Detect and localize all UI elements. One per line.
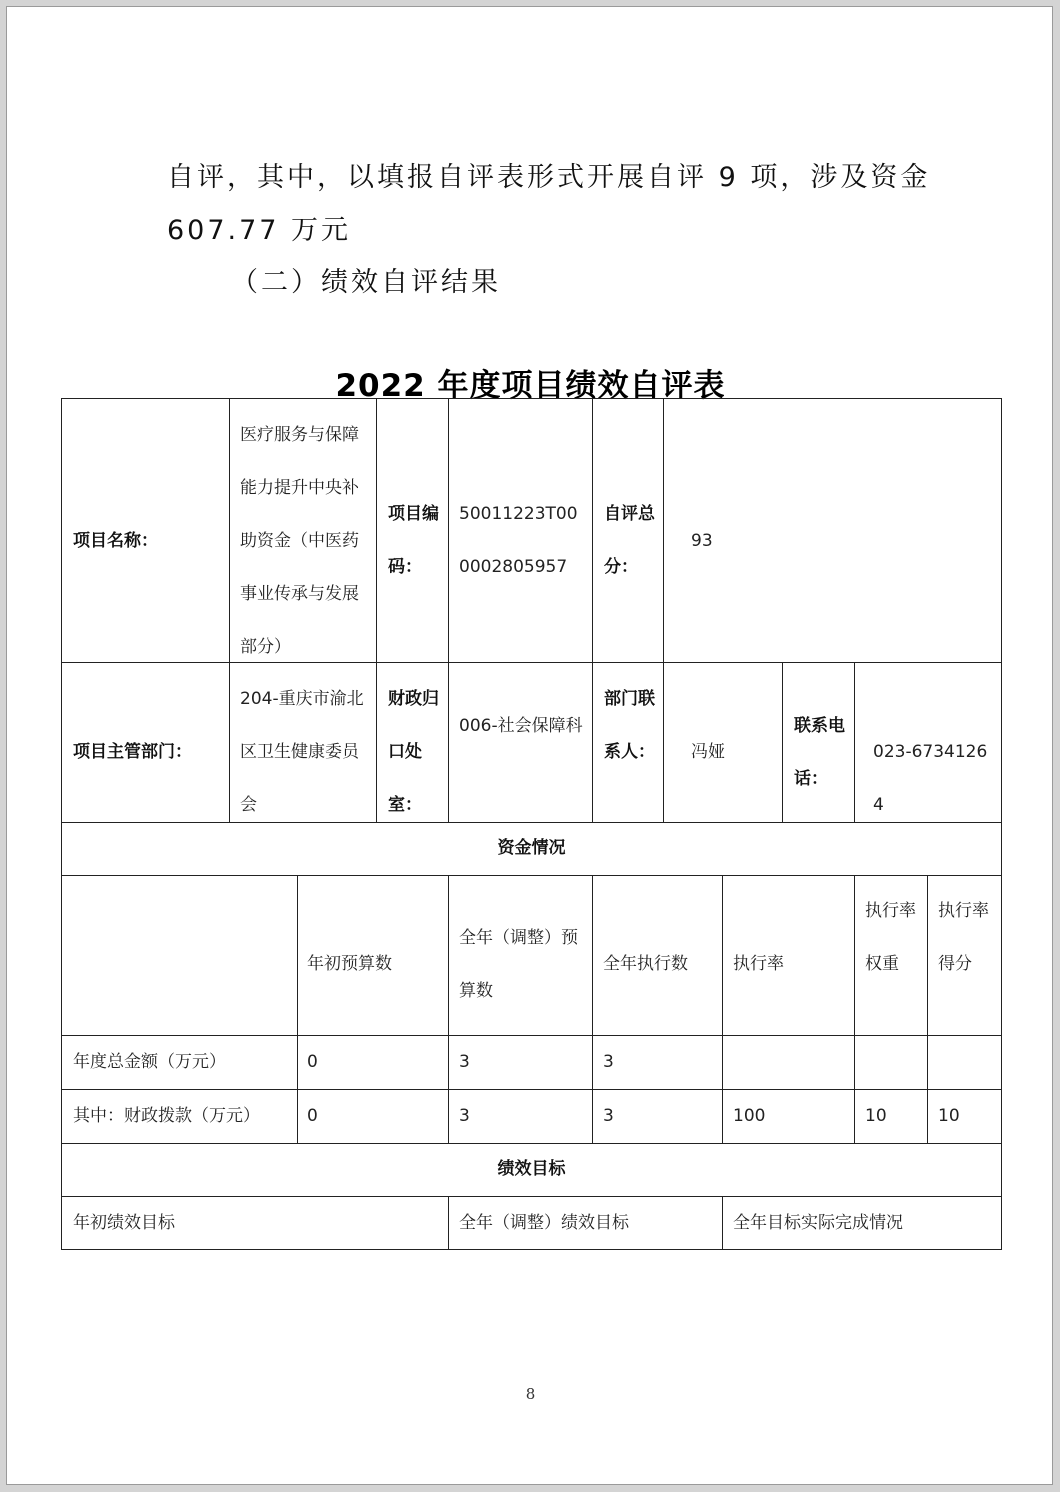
row-fiscal-executed: 3 <box>603 1106 614 1126</box>
project-name-value: 医疗服务与保障能力提升中央补助资金（中医药事业传承与发展部分） <box>240 425 359 657</box>
header-goal-completion: 全年目标实际完成情况 <box>733 1213 903 1233</box>
goals-section-title: 绩效目标 <box>497 1159 566 1179</box>
score-value: 93 <box>691 531 713 551</box>
row-total-adjusted: 3 <box>459 1052 470 1072</box>
row-total-label: 年度总金额（万元） <box>73 1052 226 1072</box>
header-annual-execution: 全年执行数 <box>603 954 688 974</box>
header-adjusted-goal: 全年（调整）绩效目标 <box>459 1213 629 1233</box>
header-initial-goal: 年初绩效目标 <box>73 1213 175 1233</box>
row-fiscal-label: 其中：财政拨款（万元） <box>73 1106 260 1126</box>
header-rate-score: 执行率得分 <box>938 901 989 974</box>
header-adjusted-budget: 全年（调整）预算数 <box>459 928 578 1001</box>
dept-value: 204-重庆市渝北区卫生健康委员会 <box>240 689 364 815</box>
contact-label: 部门联系人： <box>604 689 655 762</box>
contact-value: 冯娅 <box>691 742 725 762</box>
score-label: 自评总分： <box>604 504 655 577</box>
header-initial-budget: 年初预算数 <box>307 954 392 974</box>
row-fiscal-adjusted: 3 <box>459 1106 470 1126</box>
row-total-executed: 3 <box>603 1052 614 1072</box>
phone-label: 联系电话： <box>794 716 845 789</box>
finance-office-value: 006-社会保障科 <box>459 716 583 736</box>
project-name-label: 项目名称： <box>73 531 158 551</box>
header-execution-rate: 执行率 <box>733 954 784 974</box>
dept-label: 项目主管部门： <box>73 742 192 762</box>
row-total-initial: 0 <box>307 1052 318 1072</box>
row-fiscal-weight: 10 <box>865 1106 887 1126</box>
section-heading: （二）绩效自评结果 <box>231 267 501 298</box>
header-rate-weight: 执行率权重 <box>865 901 916 974</box>
project-code-label: 项目编码： <box>388 504 439 577</box>
phone-value: 023-67341264 <box>873 742 988 815</box>
paragraph-line-1: 自评，其中，以填报自评表形式开展自评 9 项，涉及资金 <box>167 162 931 193</box>
page-number: 8 <box>525 1385 536 1403</box>
paragraph-line-2: 607.77 万元 <box>167 215 352 246</box>
row-fiscal-initial: 0 <box>307 1106 318 1126</box>
project-code-value: 50011223T000002805957 <box>459 504 578 577</box>
table-title: 2022 年度项目绩效自评表 <box>335 368 726 404</box>
funds-section-title: 资金情况 <box>497 838 566 858</box>
row-fiscal-score: 10 <box>938 1106 960 1126</box>
finance-office-label: 财政归口处室： <box>388 689 439 815</box>
row-fiscal-rate: 100 <box>733 1106 766 1126</box>
document-page <box>6 6 1053 1485</box>
